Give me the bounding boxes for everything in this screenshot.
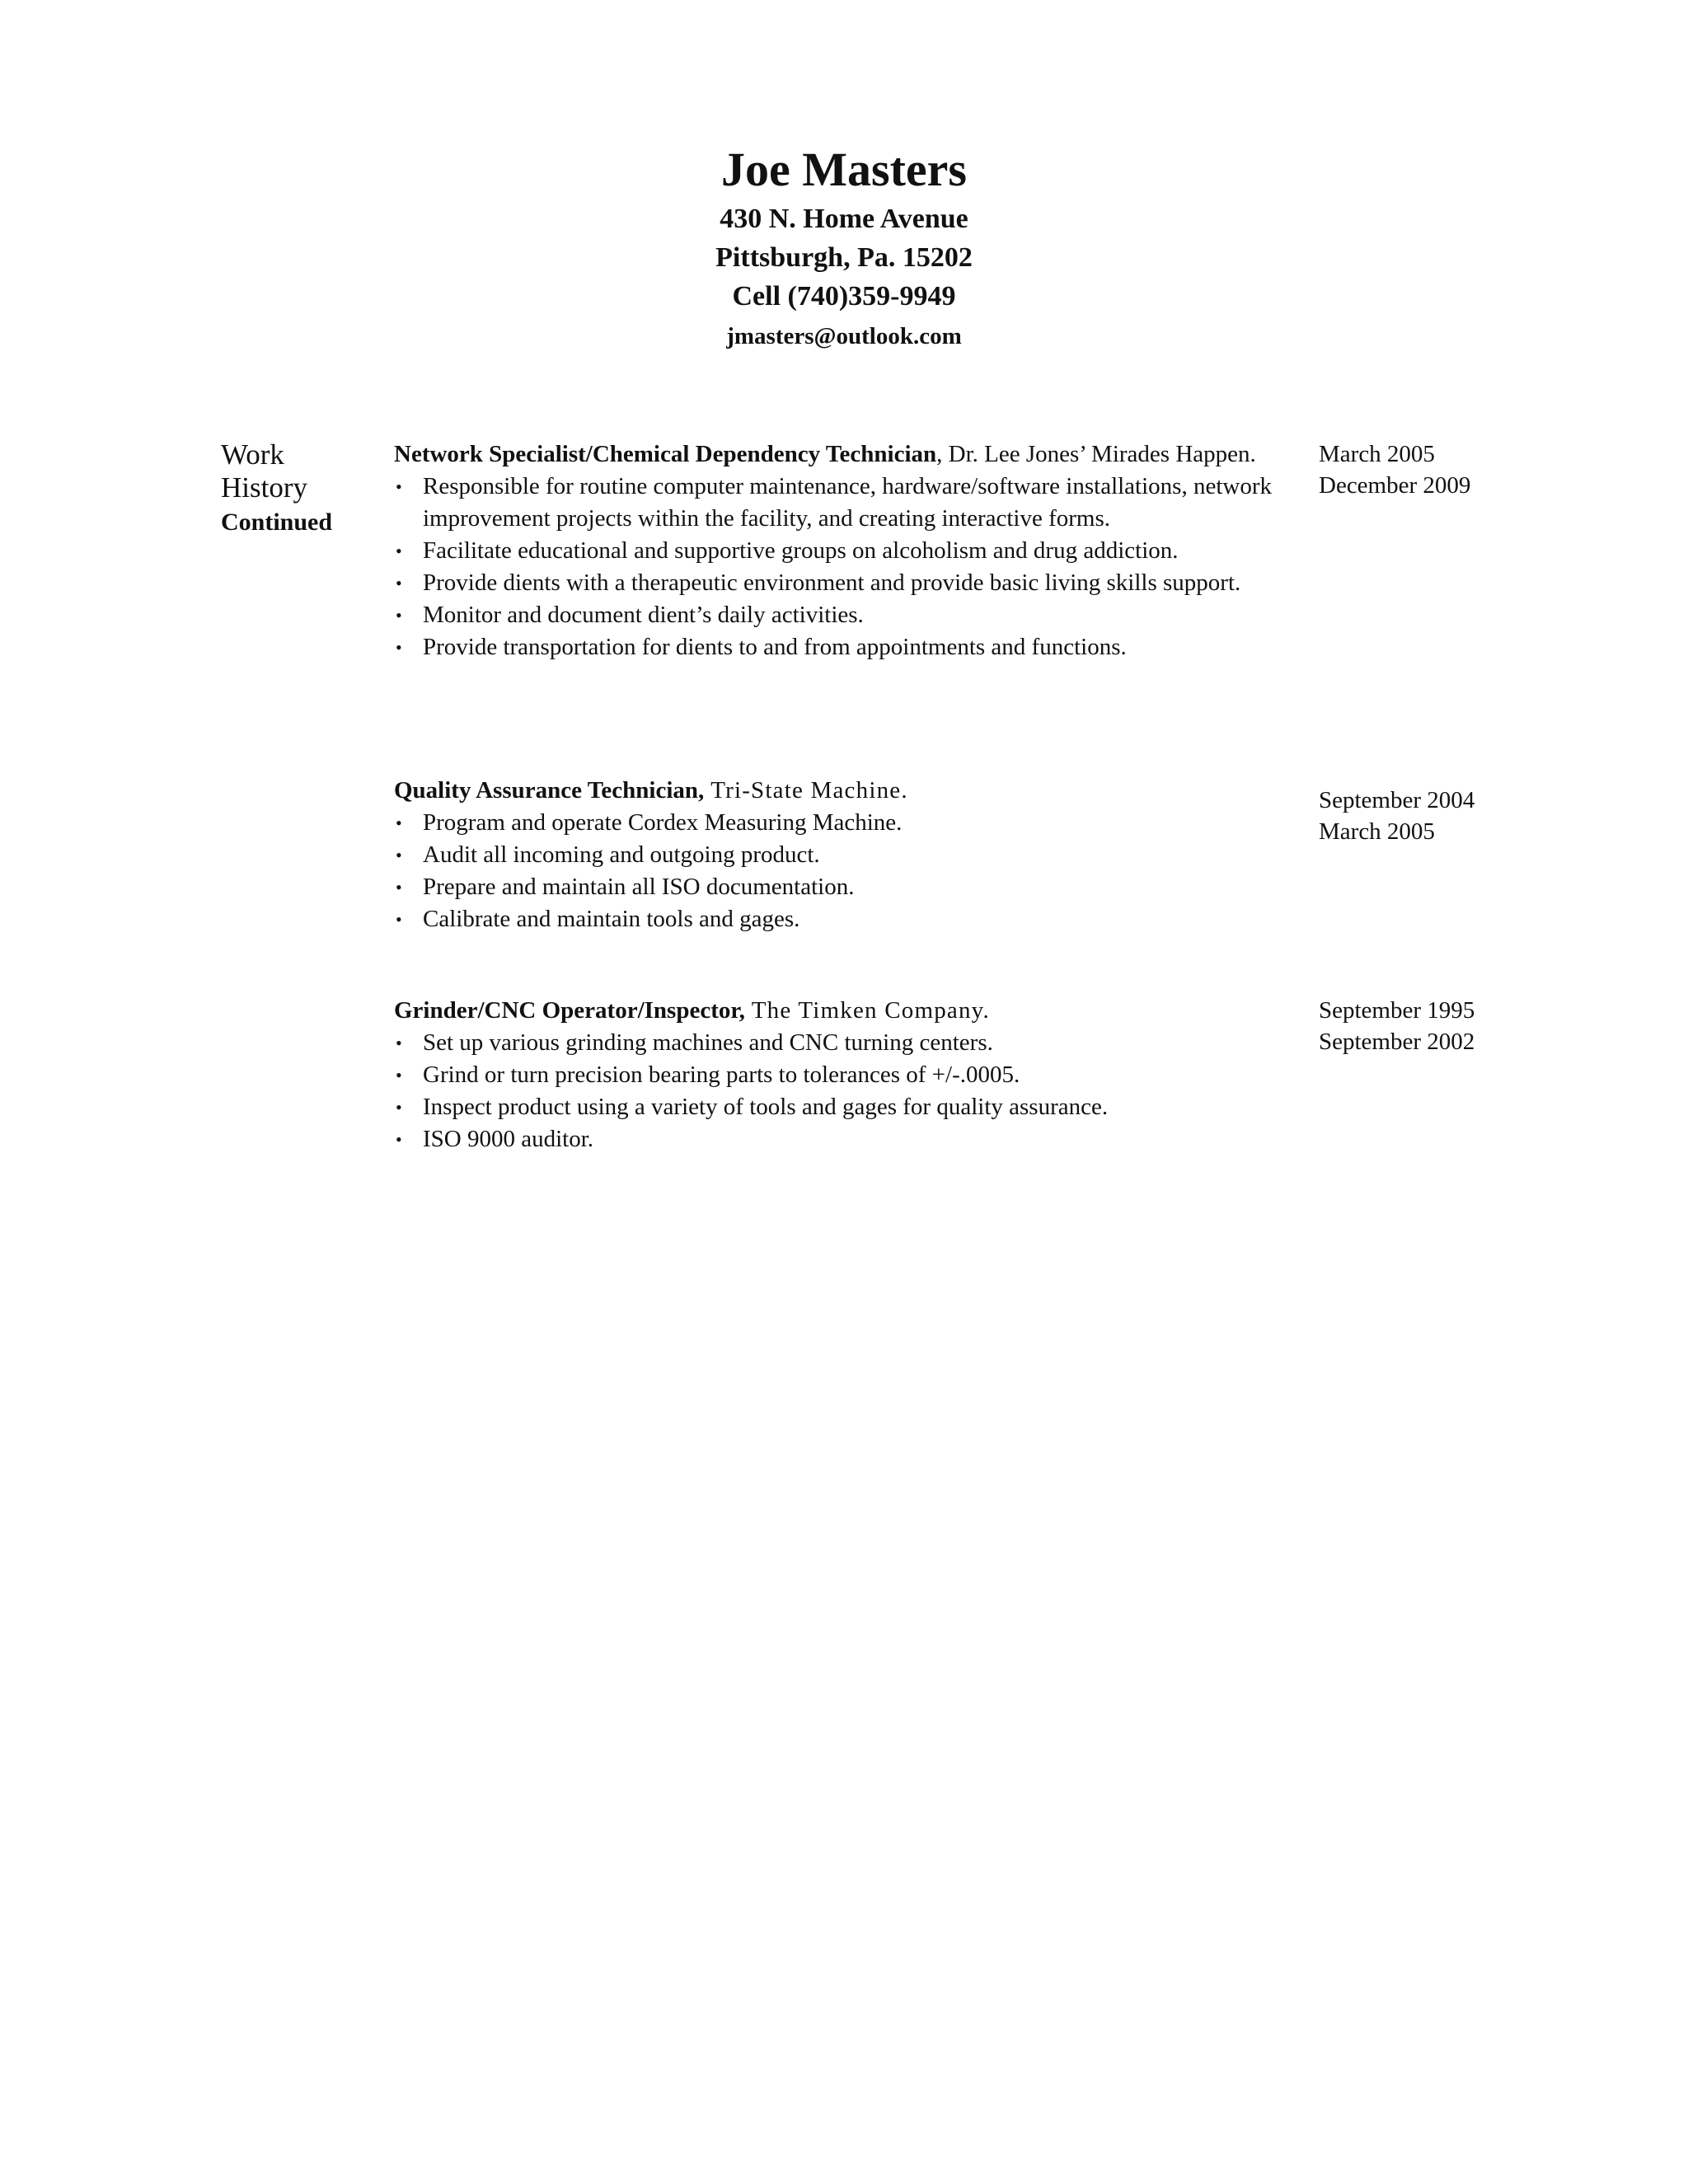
job-employer: Tri-State Machine. <box>704 777 908 804</box>
job-dates <box>1319 438 1566 501</box>
date-start: March 2005 <box>1319 441 1435 467</box>
job-dates <box>1319 785 1566 847</box>
street-address: 430 N. Home Avenue <box>720 204 968 234</box>
job-duty: • Program and operate Cordex Measuring Machine. <box>394 807 1309 839</box>
job-heading <box>394 438 1309 471</box>
job-heading <box>394 995 1309 1027</box>
section-label-line3: Continued <box>221 509 333 536</box>
job-duty: • Responsible for routine computer maintenance, hardware/software installations, network improvement projects within the facility, and creating interactive forms. <box>394 471 1309 535</box>
phone-number: Cell (740)359-9949 <box>732 281 956 312</box>
job-duty: • Inspect product using a variety of tools and gages for quality assurance. <box>394 1091 1309 1123</box>
job-heading <box>394 775 1309 807</box>
job-employer: , Dr. Lee Jones’ Mirades Happen. <box>936 441 1256 467</box>
job-entry-grinder-cnc <box>394 995 1309 1155</box>
resume-header <box>0 140 1688 355</box>
job-title: Network Specialist/Chemical Dependency Technician <box>394 441 937 467</box>
job-duty: • Calibrate and maintain tools and gages. <box>394 903 1309 935</box>
job-duty: • Grind or turn precision bearing parts to tolerances of +/-.0005. <box>394 1059 1309 1091</box>
job-dates <box>1319 995 1566 1057</box>
job-duty: • Prepare and maintain all ISO documentation. <box>394 871 1309 903</box>
job-duty: • ISO 9000 auditor. <box>394 1123 1309 1155</box>
job-title: Grinder/CNC Operator/Inspector, <box>394 997 745 1024</box>
job-entry-network-specialist <box>394 438 1309 663</box>
job-duty: • Provide transportation for dients to and from appointments and functions. <box>394 631 1309 663</box>
date-start: September 1995 <box>1319 997 1475 1024</box>
job-duty: • Monitor and document dient’s daily activities. <box>394 599 1309 631</box>
job-duty: • Provide dients with a therapeutic environment and provide basic living skills support. <box>394 567 1309 599</box>
section-label-work-history <box>221 438 386 541</box>
job-duties-list <box>394 1027 1309 1155</box>
date-start: September 2004 <box>1319 787 1475 813</box>
job-title: Quality Assurance Technician, <box>394 777 705 804</box>
date-end: March 2005 <box>1319 818 1435 845</box>
job-duty: • Set up various grinding machines and CNC turning centers. <box>394 1027 1309 1059</box>
candidate-name: Joe Masters <box>721 143 967 196</box>
section-label-line1: Work <box>221 438 284 471</box>
city-state-zip: Pittsburgh, Pa. 15202 <box>715 242 973 273</box>
date-end: September 2002 <box>1319 1029 1475 1055</box>
email-address: jmasters@outlook.com <box>726 323 962 349</box>
job-employer: The Timken Company. <box>744 997 990 1024</box>
section-label-line2: History <box>221 471 307 504</box>
job-duty: • Facilitate educational and supportive groups on alcoholism and drug addiction. <box>394 535 1309 567</box>
job-duty: • Audit all incoming and outgoing product. <box>394 839 1309 871</box>
job-duties-list <box>394 807 1309 935</box>
date-end: December 2009 <box>1319 472 1471 499</box>
job-duties-list <box>394 471 1309 663</box>
job-entry-quality-assurance <box>394 775 1309 935</box>
